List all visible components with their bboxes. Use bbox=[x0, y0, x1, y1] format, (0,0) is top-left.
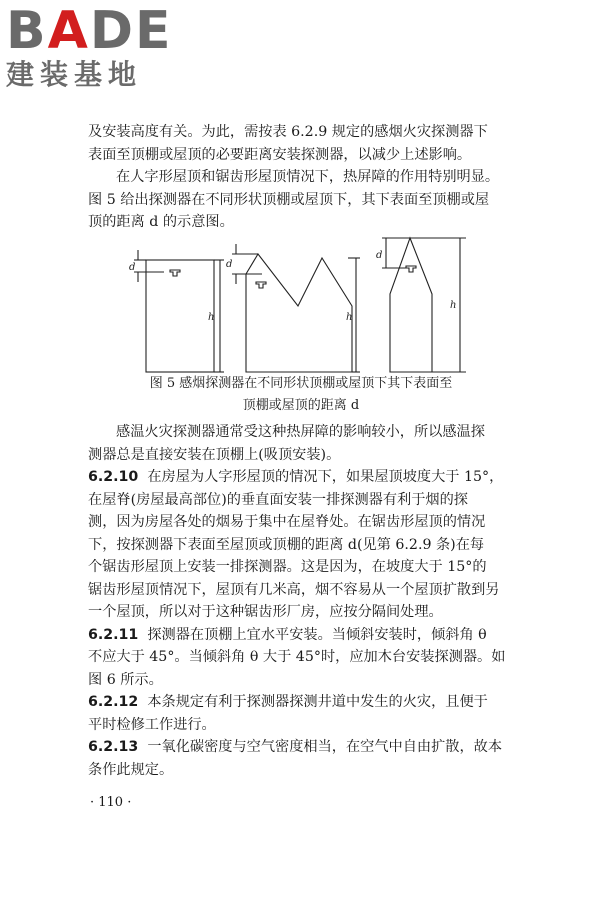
text-line: 在人字形屋顶和锯齿形屋顶情况下，热屏障的作用特别明显。 bbox=[116, 169, 500, 185]
figure-5-diagram bbox=[120, 236, 480, 374]
text-line: 测，因为房屋各处的烟易于集中在屋脊处。在锯齿形屋顶的情况 bbox=[88, 514, 486, 530]
text-line: 感温火灾探测器通常受这种热屏障的影响较小，所以感温探 bbox=[116, 424, 485, 440]
text-block-bottom bbox=[88, 421, 514, 781]
label-h: h bbox=[208, 312, 215, 323]
text-line: 不应大于 45°。当倾斜角 θ 大于 45°时，应加木台安装探测器。如 bbox=[88, 649, 506, 665]
page-number: · 110 · bbox=[90, 795, 132, 810]
text-line: 图 5 给出探测器在不同形状顶棚或屋顶下，其下表面至顶棚或屋 bbox=[88, 191, 490, 208]
flat-ceiling-diagram bbox=[129, 250, 224, 372]
clause-6-2-13: 6.2.13 一氧化碳密度与空气密度相当，在空气中自由扩散，故本 bbox=[88, 739, 503, 755]
caption-line: 图 5 感烟探测器在不同形状顶棚或屋顶下其下表面至 bbox=[149, 376, 453, 391]
clause-6-2-10: 6.2.10 在房屋为人字形屋顶的情况下，如果屋顶坡度大于 15°， bbox=[88, 469, 504, 485]
text-line: 一个屋顶，所以对于这种锯齿形厂房，应按分隔间处理。 bbox=[88, 604, 443, 620]
label-d: d bbox=[226, 259, 233, 270]
text-line: 下，按探测器下表面至屋顶或顶棚的距离 d(见第 6.2.9 条)在每 bbox=[88, 536, 485, 553]
text-line: 表面至顶棚或屋顶的必要距离安装探测器，以减少上述影响。 bbox=[88, 146, 472, 163]
logo-wordmark: BADE bbox=[6, 1, 173, 61]
clause-6-2-12: 6.2.12 本条规定有利于探测器探测井道中发生的火灾，且便于 bbox=[88, 694, 488, 710]
label-d: d bbox=[129, 262, 136, 273]
label-d: d bbox=[376, 250, 383, 261]
text-line: 测器总是直接安装在顶棚上(吸顶安装)。 bbox=[88, 446, 341, 463]
caption-line: 顶棚或屋顶的距离 d bbox=[242, 398, 360, 413]
text-line: 顶的距离 d 的示意图。 bbox=[88, 214, 234, 230]
detector-icon bbox=[170, 270, 180, 276]
clause-number: 6.2.11 bbox=[88, 626, 139, 643]
text-line: 锯齿形屋顶情况下，屋顶有几米高，烟不容易从一个屋顶扩散到另 bbox=[88, 581, 500, 598]
text-line: 及安装高度有关。为此，需按表 6.2.9 规定的感烟火灾探测器下 bbox=[88, 124, 488, 140]
clause-number: 6.2.13 bbox=[88, 739, 139, 755]
publisher-logo bbox=[6, 1, 186, 92]
clause-6-2-11: 6.2.11 探测器在顶棚上宜水平安装。当倾斜安装时，倾斜角 θ bbox=[88, 626, 487, 643]
text-line: 图 6 所示。 bbox=[88, 671, 163, 688]
text-line: 在屋脊(房屋最高部位)的垂直面安装一排探测器有利于烟的探 bbox=[88, 491, 468, 508]
label-h: h bbox=[346, 312, 353, 323]
gable-roof-diagram bbox=[376, 238, 466, 372]
clause-number: 6.2.10 bbox=[88, 469, 139, 485]
logo-tagline: 建装基地 bbox=[6, 58, 143, 91]
detector-icon bbox=[256, 282, 266, 288]
text-line: 平时检修工作进行。 bbox=[88, 716, 216, 733]
text-block-top bbox=[88, 121, 514, 234]
label-h: h bbox=[450, 300, 457, 311]
detector-icon bbox=[406, 266, 416, 272]
clause-number: 6.2.12 bbox=[88, 694, 139, 710]
figure-caption bbox=[88, 373, 514, 417]
text-line: 个锯齿形屋顶上安装一排探测器。这是因为，在坡度大于 15°的 bbox=[88, 559, 487, 575]
sawtooth-roof-diagram bbox=[226, 244, 360, 372]
text-line: 条作此规定。 bbox=[88, 761, 174, 778]
